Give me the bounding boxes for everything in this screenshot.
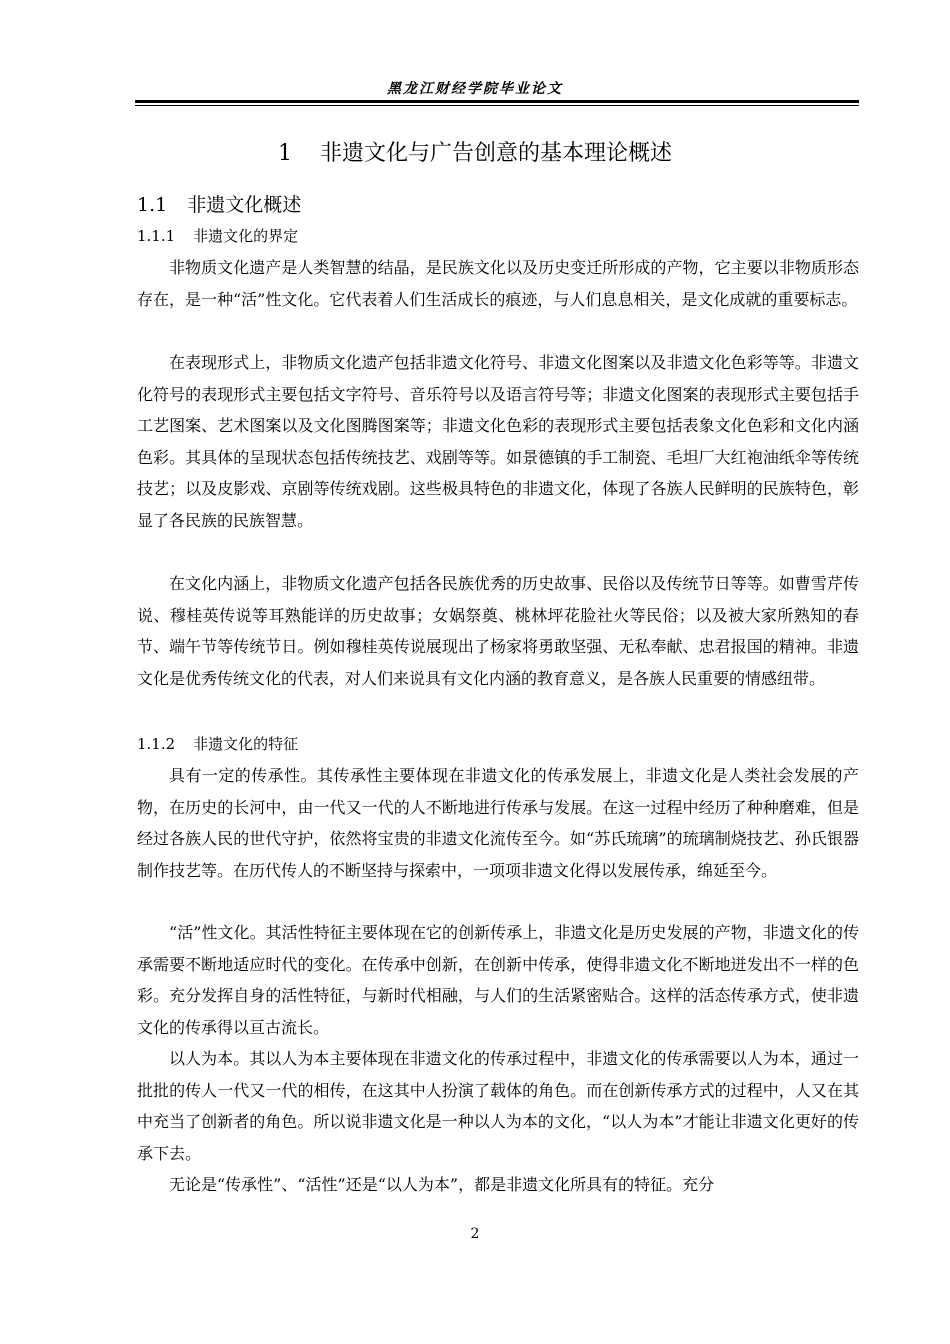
- subsection-heading-1-1-2: [137, 733, 298, 754]
- paragraph: 在表现形式上，非物质文化遗产包括非遗文化符号、非遗文化图案以及非遗文化色彩等等。非遗文化符号的表现形式主要包括文字符号、音乐符号以及语言符号等；非遗文化图案的表现形式主要包括手工艺图案、艺术图案以及文化图腾图案等；非遗文化色彩的表现形式主要包括表象文化色彩和文化内涵色彩。其具体的呈现状态包括传统技艺、戏剧等等。如景德镇的手工制瓷、毛坦厂大红袍油纸伞等传统技艺；以及皮影戏、京剧等传统戏剧。这些极具特色的非遗文化，体现了各族人民鲜明的民族特色，彰显了各民族的民族智慧。: [137, 353, 859, 530]
- subsection-title: 非遗文化的特征: [193, 735, 299, 753]
- subsection-number: 1.1.2: [137, 735, 176, 753]
- page-number: 2: [470, 1226, 480, 1242]
- paragraph: “活”性文化。其活性特征主要体现在它的创新传承上，非遗文化是历史发展的产物，非遗文化的传承需要不断地适应时代的变化。在传承中创新，在创新中传承，使得非遗文化不断地迸发出不一样的色彩。充分发挥自身的活性特征，与新时代相融，与人们的生活紧密贴合。这样的活态传承方式，使非遗文化的传承得以亘古流长。: [137, 923, 859, 1037]
- chapter-title: 非遗文化与广告创意的基本理论概述: [319, 141, 672, 166]
- subsection-title: 非遗文化的界定: [193, 227, 299, 245]
- page-header-title: 黑龙江财经学院毕业论文: [387, 81, 563, 97]
- paragraph: 具有一定的传承性。其传承性主要体现在非遗文化的传承发展上，非遗文化是人类社会发展的产物，在历史的长河中，由一代又一代的人不断地进行传承与发展。在这一过程中经历了种种磨难，但是经过各族人民的世代守护，依然将宝贵的非遗文化流传至今。如“苏氏琉璃”的琉璃制烧技艺、孙氏银器制作技艺等。在历代传人的不断坚持与探索中，一项项非遗文化得以发展传承，绵延至今。: [137, 766, 859, 880]
- section-heading-1-1: [137, 190, 301, 217]
- paragraph: 非物质文化遗产是人类智慧的结晶，是民族文化以及历史变迁所形成的产物，它主要以非物质形态存在，是一种“活”性文化。它代表着人们生活成长的痕迹，与人们息息相关，是文化成就的重要标志。: [137, 258, 859, 309]
- subsection-heading-1-1-1: [137, 225, 298, 246]
- header-rule-thin: [135, 105, 859, 106]
- paragraph: 以人为本。其以人为本主要体现在非遗文化的传承过程中，非遗文化的传承需要以人为本，通过一批批的传人一代又一代的相传，在这其中人扮演了载体的角色。而在创新传承方式的过程中，人又在其中充当了创新者的角色。所以说非遗文化是一种以人为本的文化，“以人为本”才能让非遗文化更好的传承下去。: [137, 1049, 859, 1163]
- section-title: 非遗文化概述: [187, 194, 302, 216]
- paragraph: 无论是“传承性”、“活性”还是“以人为本”，都是非遗文化所具有的特征。充分: [169, 1175, 715, 1194]
- paragraph: 在文化内涵上，非物质文化遗产包括各民族优秀的历史故事、民俗以及传统节日等等。如曹雪芹传说、穆桂英传说等耳熟能详的历史故事；女娲祭奠、桃林坪花脸社火等民俗；以及被大家所熟知的春节、端午节等传统节日。例如穆桂英传说展现出了杨家将勇敢坚强、无私奉献、忠君报国的精神。非遗文化是优秀传统文化的代表，对人们来说具有文化内涵的教育意义，是各族人民重要的情感纽带。: [137, 574, 859, 688]
- section-number: 1.1: [137, 194, 168, 216]
- chapter-number: 1: [277, 141, 292, 166]
- subsection-number: 1.1.1: [137, 227, 176, 245]
- header-rule-thick: [135, 100, 859, 103]
- chapter-heading: [0, 136, 950, 167]
